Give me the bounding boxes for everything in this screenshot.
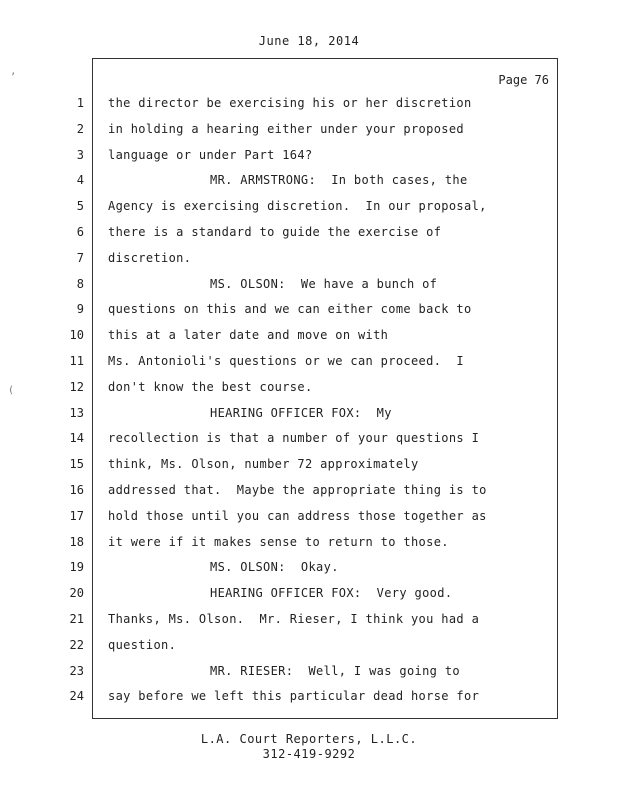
line-text: hold those until you can address those together as [108,508,487,523]
line-text: questions on this and we can either come back to [108,302,472,317]
transcript-line [0,222,618,242]
page-number: Page 76 [498,73,549,87]
line-number: 23 [69,663,84,678]
transcript-line [0,635,618,655]
line-number: 20 [69,586,84,601]
line-text: addressed that. Maybe the appropriate thing is to [108,483,487,497]
line-number: 10 [69,328,84,343]
line-number: 21 [69,612,84,626]
line-number: 24 [69,689,84,704]
transcript-line [0,686,618,706]
transcript-line [0,609,618,629]
court-reporter-phone: 312-419-9292 [262,747,356,761]
transcript-line [0,506,618,526]
court-reporter-company: L.A. Court Reporters, L.L.C. [200,732,418,746]
line-text: question. [108,637,177,652]
line-number: 2 [76,121,84,136]
line-text: don't know the best course. [108,379,313,394]
line-number: 15 [69,457,84,472]
line-text: recollection is that a number of your questions I [108,431,480,446]
line-text: MS. OLSON: Okay. [210,560,339,575]
transcript-line [0,377,618,397]
line-number: 19 [69,560,84,575]
line-number: 4 [76,173,84,188]
line-number: 17 [69,508,84,523]
scan-mark: ’ [10,72,17,83]
line-text: it were if it makes sense to return to those. [108,534,449,549]
line-number: 13 [69,405,84,420]
transcript-line [0,145,618,165]
line-number: 9 [76,302,84,317]
line-number: 5 [76,199,84,214]
line-text: think, Ms. Olson, number 72 approximately [108,457,419,472]
transcript-line [0,93,618,113]
line-number: 7 [76,250,84,265]
line-number: 6 [76,225,84,239]
transcript-line [0,454,618,474]
transcript-line [0,661,618,681]
line-number: 16 [69,483,84,497]
line-text: HEARING OFFICER FOX: Very good. [210,586,453,601]
line-text: in holding a hearing either under your proposed [108,121,465,136]
line-number: 14 [69,431,84,446]
line-text: discretion. [108,250,192,265]
transcript-line [0,351,618,371]
transcript-line [0,248,618,268]
line-text: MR. ARMSTRONG: In both cases, the [210,173,468,188]
transcript-line [0,428,618,448]
transcript-line [0,299,618,319]
transcript-line [0,119,618,139]
line-text: there is a standard to guide the exercise of [108,225,442,239]
line-number: 18 [69,534,84,549]
line-text: MR. RIESER: Well, I was going to [210,663,460,678]
transcript-line [0,274,618,294]
transcript-line [0,480,618,500]
transcript-date-header: June 18, 2014 [258,34,360,48]
transcript-line [0,325,618,345]
line-number: 11 [69,354,84,368]
line-number: 8 [76,276,84,291]
line-text: language or under Part 164? [108,147,313,162]
line-number: 12 [69,379,84,394]
line-number: 3 [76,147,84,162]
line-text: MS. OLSON: We have a bunch of [210,276,438,291]
line-text: Ms. Antonioli's questions or we can proceed. I [108,354,465,368]
line-number: 1 [76,96,84,110]
transcript-line [0,403,618,423]
line-text: say before we left this particular dead horse for [108,689,480,704]
transcript-line [0,583,618,603]
transcript-line [0,196,618,216]
line-text: Thanks, Ms. Olson. Mr. Rieser, I think you had a [108,612,480,626]
scan-mark: ( [8,385,15,396]
line-text: Agency is exercising discretion. In our proposal, [108,199,487,214]
transcript-line [0,557,618,577]
line-text: the director be exercising his or her discretion [108,96,472,110]
line-text: this at a later date and move on with [108,328,389,343]
line-number: 22 [69,637,84,652]
line-text: HEARING OFFICER FOX: My [210,405,392,420]
transcript-line [0,170,618,190]
transcript-line [0,532,618,552]
